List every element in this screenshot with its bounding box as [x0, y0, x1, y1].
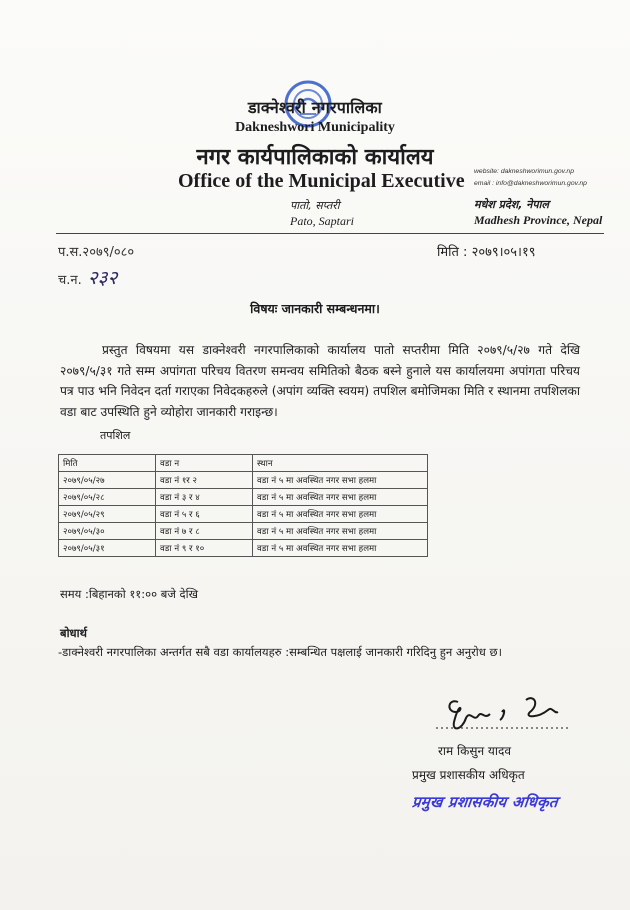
- tapashil-label: तपशिल: [100, 429, 131, 442]
- province-en: Madhesh Province, Nepal: [474, 213, 603, 227]
- municipality-name-np: डाक्नेश्वरी नगरपालिका: [248, 98, 382, 117]
- meeting-time: समय :बिहानको ११:०० बजे देखि: [60, 587, 199, 601]
- municipality-name-en: Dakneshwori Municipality: [235, 120, 395, 135]
- bodharth-title: बोधार्थ: [60, 626, 87, 640]
- cell-date: २०७९/०५/२९: [59, 506, 156, 523]
- cell-place: वडा नं ५ मा अवस्थित नगर सभा हलमा: [253, 523, 428, 540]
- column-header-ward: वडा न: [156, 455, 253, 472]
- column-header-place: स्थान: [253, 455, 428, 472]
- signatory-designation: प्रमुख प्रशासकीय अधिकृत: [412, 768, 525, 782]
- dispatch-number: [58, 264, 117, 290]
- dispatch-value: २३२: [87, 267, 118, 289]
- cell-place: वडा नं ५ मा अवस्थित नगर सभा हलमा: [253, 540, 428, 557]
- province-np: मधेश प्रदेश, नेपाल: [474, 198, 549, 211]
- table-row: [59, 489, 428, 506]
- cell-date: २०७९/०५/२८: [59, 489, 156, 506]
- table-header-row: [59, 455, 428, 472]
- cell-ward: वडा नं ५ र ६: [156, 506, 253, 523]
- cell-ward: वडा नं १र २: [156, 472, 253, 489]
- location-en: Pato, Saptari: [290, 214, 355, 228]
- cell-ward: वडा नं ३ र ४: [156, 489, 253, 506]
- office-name-en: Office of the Municipal Executive: [178, 170, 465, 192]
- letter-number: प.स.२०७९/०८०: [58, 245, 135, 260]
- column-header-date: मिति: [59, 455, 156, 472]
- table-row: [59, 506, 428, 523]
- handwritten-signature-icon: [430, 688, 580, 744]
- letter-subject: विषयः जानकारी सम्बन्धनमा।: [250, 301, 380, 316]
- cell-place: वडा नं ५ मा अवस्थित नगर सभा हलमा: [253, 472, 428, 489]
- table-row: [59, 523, 428, 540]
- website-text: website: dakneshworimun.gov.np: [474, 168, 574, 175]
- dispatch-label: च.न.: [58, 273, 82, 288]
- cell-date: २०७९/०५/३१: [59, 540, 156, 557]
- letter-date: मिति : २०७९।०५।१९: [437, 245, 536, 260]
- table-row: [59, 540, 428, 557]
- cell-date: २०७९/०५/३०: [59, 523, 156, 540]
- signatory-name: राम किसुन यादव: [438, 744, 512, 758]
- location-np: पातो, सप्तरी: [290, 199, 340, 212]
- cell-place: वडा नं ५ मा अवस्थित नगर सभा हलमा: [253, 506, 428, 523]
- schedule-table: [58, 454, 428, 557]
- header-divider: [56, 233, 604, 234]
- contact-info: [474, 166, 587, 190]
- letter-body: प्रस्तुत विषयमा यस डाक्नेश्वरी नगरपालिकाको कार्यालय पातो सप्तरीमा मिति २०७९/५/२७ गते देखि २०७९/५/३१ गते सम्म अपांगता परिचय वितरण समन्वय समितिको बैठक बस्ने हुनाले यस कार्यालयमा अपांगता परिचय पत्र पाउ भनि निवेदन दर्ता गराएका निवेदकहरुले (अपांग व्यक्ति स्वयम) तपशिल बमोजिमका मिति र स्थानमा तपशिलका वडा बाट उपस्थिति हुने व्योहोरा जानकारी गराइन्छ।: [60, 343, 580, 419]
- office-name-np: नगर कार्यपालिकाको कार्यालय: [196, 145, 434, 170]
- designation-stamp: प्रमुख प्रशासकीय अधिकृत: [411, 793, 559, 811]
- table-row: [59, 472, 428, 489]
- cell-ward: वडा नं ९ र १०: [156, 540, 253, 557]
- cell-date: २०७९/०५/२७: [59, 472, 156, 489]
- cell-ward: वडा नं ७ र ८: [156, 523, 253, 540]
- cell-place: वडा नं ५ मा अवस्थित नगर सभा हलमा: [253, 489, 428, 506]
- email-text: email : info@dakneshworimun.gov.np: [474, 180, 587, 187]
- bodharth-text: -डाक्नेश्वरी नगरपालिका अन्तर्गत सबै वडा कार्यालयहरु :सम्बन्धित पक्षलाई जानकारी गरिदिनु हुन अनुरोध छ।: [58, 645, 502, 659]
